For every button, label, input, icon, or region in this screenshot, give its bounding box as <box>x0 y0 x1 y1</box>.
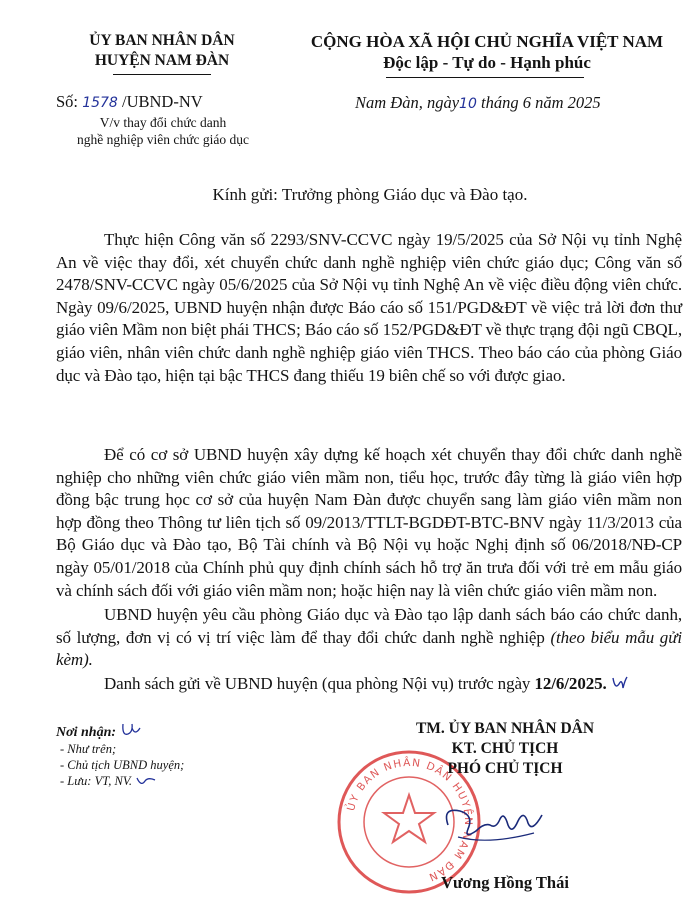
signature-block <box>355 719 655 779</box>
paragraph-3-text: UBND huyện yêu cầu phòng Giáo dục và Đào tạo lập danh sách báo cáo chức danh, số lượng, đơn vị có vị trí việc làm để thay đổi chức danh nghề nghiệp <box>56 605 682 647</box>
distribution-label-text: Nơi nhận: <box>56 725 117 740</box>
motto-underline <box>386 77 584 78</box>
org-line-1: ỦY BAN NHÂN DÂN <box>89 32 235 49</box>
distribution-list <box>60 741 184 789</box>
handwritten-day: 10 <box>459 96 477 112</box>
signer-title: PHÓ CHỦ TỊCH <box>447 760 563 777</box>
org-line-2: HUYỆN NAM ĐÀN <box>94 52 230 69</box>
seal-lettering: ỦY BAN NHÂN DÂN HUYỆN NAM ĐÀN <box>345 756 475 884</box>
place-suffix: tháng 6 năm 2025 <box>481 93 601 112</box>
handwritten-doc-number: 1578 <box>82 95 118 111</box>
salutation: Kính gửi: Trưởng phòng Giáo dục và Đào tạo. <box>212 185 528 204</box>
deadline-date: 12/6/2025. <box>534 674 607 693</box>
document-number <box>56 92 203 112</box>
distribution-label <box>56 722 142 741</box>
org-underline <box>113 74 211 75</box>
doc-number-prefix: Số: <box>56 92 79 111</box>
body-paragraph-2: Để có cơ sở UBND huyện xây dựng kế hoạch xét chuyển thay đổi chức danh nghề nghiệp cho những viên chức giáo viên mầm non, tiểu học, trước đây từng là giáo viên hợp đồng bậc trung học cơ sở của huyện Nam Đàn được chuyển sang làm giáo viên mầm non hợp đồng theo Thông tư liên tịch số 09/2013/TTLT-BGDĐT-BTC-BNV ngày 11/3/2013 của Bộ Giáo dục và Đào tạo, Bộ Tài chính và Bộ Nội vụ hoặc Nghị định số 06/2018/NĐ-CP ngày 05/01/2018 của Chính phủ quy định chính sách hỗ trợ ăn trưa đối với trẻ em mẫu giáo và chính sách đối với giáo viên mầm non; hoặc hiện nay là viên chức giáo viên mầm non. <box>56 445 682 600</box>
paragraph-3-italic-note: (theo biểu mẫu gửi kèm). <box>56 627 682 670</box>
distribution-item: - Chủ tịch UBND huyện; <box>60 758 185 772</box>
paragraph-4-text: Danh sách gửi về UBND huyện (qua phòng Nội vụ) trước ngày <box>104 674 535 693</box>
distribution-item: - Như trên; <box>60 742 117 756</box>
doc-number-suffix: /UBND-NV <box>122 92 203 111</box>
distribution-item: - Lưu: VT, NV. <box>60 773 184 789</box>
place-prefix: Nam Đàn, ngày <box>355 93 460 112</box>
document-subject <box>40 114 286 148</box>
handwritten-signature-icon <box>438 795 548 850</box>
country-name: CỘNG HÒA XÃ HỘI CHỦ NGHĨA VIỆT NAM <box>310 32 664 51</box>
subject-line-2: nghề nghiệp viên chức giáo dục <box>77 132 249 147</box>
handwritten-mark-icon <box>611 674 629 692</box>
national-motto <box>292 31 682 73</box>
signer-capacity: KT. CHỦ TỊCH <box>451 740 559 757</box>
body-paragraph-3 <box>56 604 682 672</box>
subject-line-1: V/v thay đổi chức danh <box>99 115 227 130</box>
body-paragraph-1: Thực hiện Công văn số 2293/SNV-CCVC ngày 19/5/2025 của Sở Nội vụ tỉnh Nghệ An về việc thay đổi, xét chuyển chức danh nghề nghiệp viên chức giáo dục; Công văn số 2478/SNV-CCVC ngày 05/6/2025 của Sở Nội vụ tỉnh Nghệ An về việc điều động viên chức. Ngày 09/6/2025, UBND huyện nhận được Báo cáo số 151/PGD&ĐT về việc trả lời đơn thư giáo viên Mầm non biệt phái THCS; Báo cáo số 152/PGD&ĐT về thực trạng đội ngũ CBQL, giáo viên, nhân viên chức danh nghề nghiệp giáo viên THCS. Theo báo cáo của phòng Giáo dục và Đào tạo, hiện tại bậc THCS đang thiếu 19 biên chế so với được giao. <box>56 230 682 385</box>
handwritten-tick-icon <box>135 775 157 787</box>
body-paragraph-4 <box>56 673 682 696</box>
place-and-date <box>355 93 601 113</box>
signer-name: Vương Hồng Thái <box>441 873 569 892</box>
motto-line: Độc lập - Tự do - Hạnh phúc <box>383 53 591 72</box>
issuing-organization <box>40 31 284 71</box>
handwritten-initial-icon <box>120 722 142 738</box>
signer-authority: TM. ỦY BAN NHÂN DÂN <box>415 720 595 737</box>
